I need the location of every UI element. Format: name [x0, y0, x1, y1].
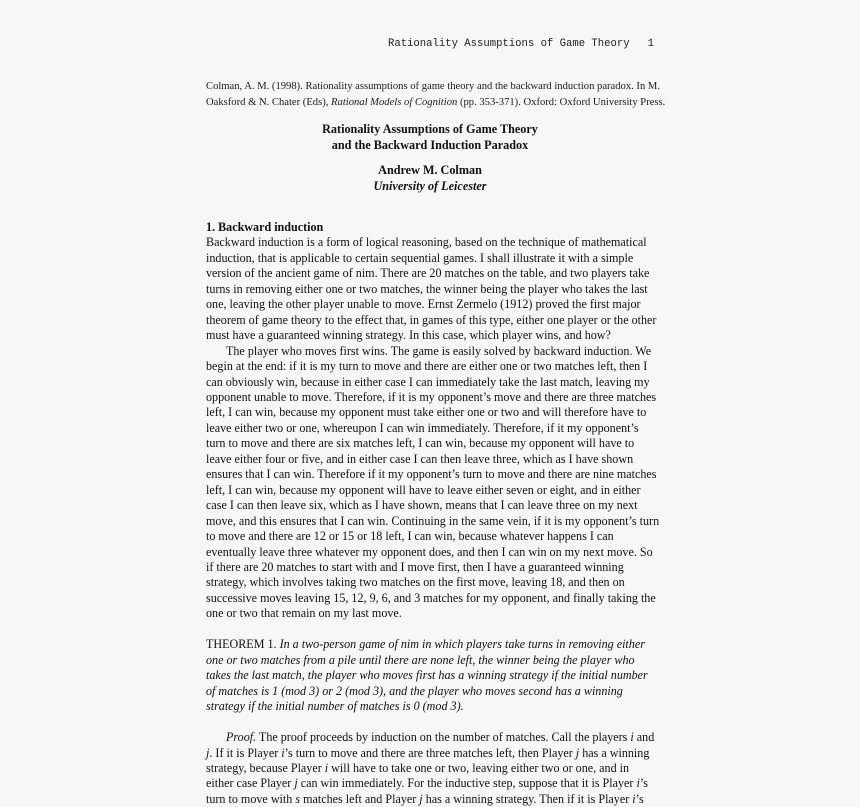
math-var-i: i — [632, 791, 636, 806]
running-head — [388, 38, 654, 50]
text-line — [206, 761, 661, 776]
citation-publisher: (pp. 353-371). Oxford: Oxford University Press. — [457, 96, 666, 108]
proof-text: matches left and Player — [300, 791, 420, 806]
text-line — [206, 776, 661, 791]
proof-label: Proof. — [226, 730, 257, 745]
text-line: left, I can win, because my opponent will have to leave either seven or eight, and in either — [206, 482, 641, 497]
text-line: one, leaving the other player unable to move. Ernst Zermelo (1912) proved the first major — [206, 297, 641, 312]
text-line: opponent unable to move. Therefore, if it is my opponent’s move and there are three matches — [206, 389, 657, 404]
page-number: 1 — [647, 38, 654, 50]
citation-book-title: Rational Models of Cognition — [331, 96, 458, 108]
text-line — [206, 746, 661, 761]
text-line: can obviously win, because in either case I can immediately take the last match, leaving my — [206, 374, 650, 389]
proof-text: will have to take one or two, leaving either two or one, and in — [328, 760, 630, 775]
text-line: move, and this ensures that I can win. Continuing in the same vein, if it is my opponent’s turn — [206, 513, 660, 528]
title-line-1: Rationality Assumptions of Game Theory — [322, 122, 538, 136]
text-line: leave either four or five, and in either case I can then leave three, which as I have shown — [206, 451, 634, 466]
title-line-2: and the Backward Induction Paradox — [331, 137, 529, 152]
text-line: eventually leave three whatever my opponent does, and then I can win on my next move. So — [206, 544, 653, 559]
theorem-label: THEOREM 1. — [206, 637, 280, 652]
proof — [206, 730, 661, 807]
proof-text: and — [633, 730, 655, 745]
math-var-j: j — [294, 776, 298, 791]
math-var-j: j — [206, 745, 210, 760]
paragraph-2 — [206, 344, 661, 622]
theorem-text: In a two-person game of nim in which players take turns in removing either — [279, 637, 645, 652]
text-line: must have a guaranteed winning strategy. In this case, which player wins, and how? — [206, 328, 611, 343]
text-line: strategy if the initial number of matches is 0 (mod 3). — [206, 699, 464, 714]
text-line: one or two that remain on my last move. — [206, 606, 402, 621]
paragraph-1 — [206, 235, 661, 343]
citation — [206, 79, 666, 110]
citation-editors: Oaksford & N. Chater (Eds), — [206, 96, 332, 108]
proof-text: has a winning strategy. Then if it is Player — [422, 791, 633, 806]
paragraph-spacer — [206, 715, 661, 731]
author-affiliation: University of Leicester — [373, 178, 487, 193]
math-var-i: i — [281, 745, 285, 760]
proof-text: has a winning — [579, 745, 650, 760]
section-heading: 1. Backward induction — [206, 220, 324, 234]
text-line: The player who moves first wins. The game is easily solved by backward induction. We — [226, 343, 652, 358]
theorem-1 — [206, 637, 661, 714]
math-var-i: i — [630, 730, 634, 745]
text-line: leave either two or one, whereupon I can win immediately. Therefore, if it my opponent’s — [206, 420, 639, 435]
author-block — [200, 163, 660, 194]
text-line: successive moves leaving 15, 12, 9, 6, and 3 matches for my opponent, and finally taking the — [206, 590, 656, 605]
proof-text: . If it is Player — [209, 745, 282, 760]
proof-text: turn to move with — [206, 791, 296, 806]
text-line: induction, that is applicable to certain sequential games. I shall illustrate it with a simple — [206, 250, 634, 265]
text-line: case I can then leave six, which as I have shown, means that I can leave three on my next — [206, 498, 638, 513]
math-var-j: j — [419, 791, 423, 806]
proof-text: ’s — [635, 791, 644, 806]
text-line — [206, 730, 661, 745]
text-line: ensures that I can win. Therefore if it my opponent’s turn to move and there are nine matches — [206, 467, 657, 482]
text-line — [206, 637, 661, 652]
math-var-i: i — [636, 776, 640, 791]
author-name: Andrew M. Colman — [378, 163, 482, 177]
proof-text: strategy, because Player — [206, 760, 325, 775]
proof-text: ’s turn to move and there are three matches left, then Player — [284, 745, 576, 760]
math-var-j: j — [575, 745, 580, 760]
text-line: one or two matches from a pile until there are none left, the winner being the player who — [206, 652, 635, 667]
text-line: version of the ancient game of nim. There are 20 matches on the table, and two players take — [206, 266, 650, 281]
text-line: begin at the end: if it is my turn to move and there are either one or two matches left, then I — [206, 359, 648, 374]
math-var-i: i — [324, 760, 329, 775]
text-line: turns in removing either one or two matches, the winner being the player who takes the last — [206, 281, 648, 296]
paragraph-spacer — [206, 622, 661, 638]
text-line: turn to move and there are six matches left, I can win, because my opponent will have to — [206, 436, 635, 451]
text-line: left, I can win, because my opponent must take either one or two and will therefore have to — [206, 405, 647, 420]
citation-line-1: Colman, A. M. (1998). Rationality assumptions of game theory and the backward induction paradox. In M. — [206, 81, 660, 92]
text-line — [206, 792, 661, 807]
running-head-title: Rationality Assumptions of Game Theory — [388, 38, 630, 50]
text-line: Backward induction is a form of logical reasoning, based on the technique of mathematical — [206, 235, 647, 250]
body-text — [206, 220, 661, 807]
text-line: strategy, which involves taking two matches on the first move, leaving 18, and then on — [206, 575, 625, 590]
text-line: of matches is 1 (mod 3) or 2 (mod 3), and the player who moves second has a winning — [206, 683, 623, 698]
citation-line-2 — [206, 95, 666, 111]
text-line: takes the last match, the player who moves first has a winning strategy if the initial number — [206, 668, 648, 683]
proof-text: can win immediately. For the inductive step, suppose that it is Player — [297, 776, 637, 791]
text-line: if there are 20 matches to start with and I move first, then I have a guaranteed winning — [206, 559, 624, 574]
proof-text: either case Player — [206, 776, 295, 791]
math-var-s: s — [295, 791, 301, 806]
proof-text: The proof proceeds by induction on the number of matches. Call the players — [256, 730, 631, 745]
proof-text: ’s — [639, 776, 648, 791]
text-line: to move and there are 12 or 15 or 18 left, I can win, because whatever happens I can — [206, 529, 614, 544]
text-line: theorem of game theory to the effect that, in games of this type, either one player or the other — [206, 312, 657, 327]
paper-title — [200, 122, 660, 153]
